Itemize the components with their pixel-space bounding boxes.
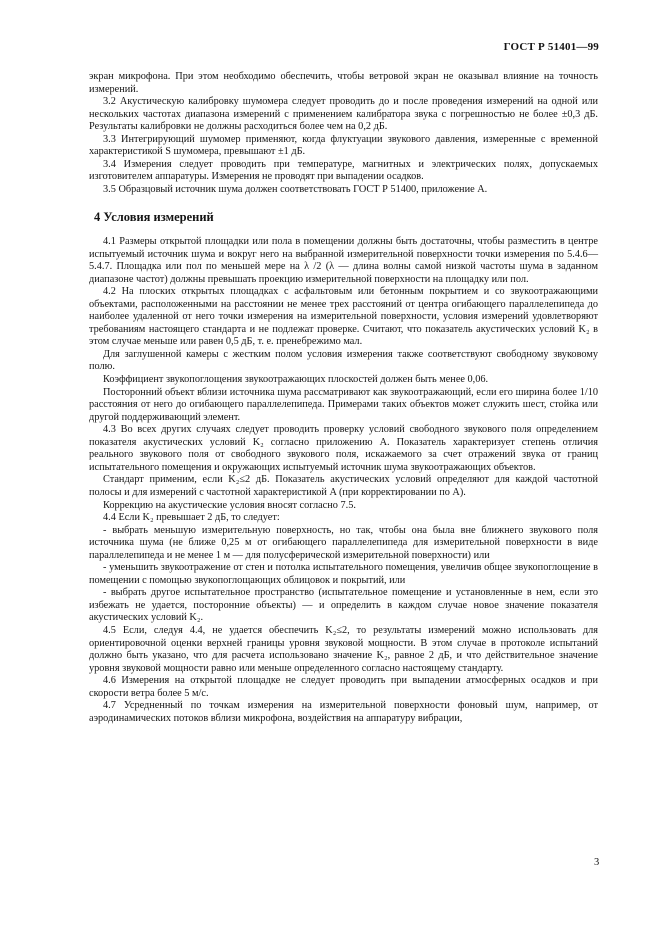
list-item-reduce-reflection: - уменьшить звукоотражение от стен и потолка испытательного помещения, увеличив общее звукопоглощение в помещении с помощью звукопоглощающих облицовок и покрытий, или xyxy=(89,562,598,586)
paragraph-continuation: экран микрофона. При этом необходимо обеспечить, чтобы ветровой экран не оказывал влияние на точность измерений. xyxy=(89,71,598,95)
document-body xyxy=(89,71,598,725)
paragraph-4-7: 4.7 Усредненный по точкам измерения на измерительной поверхности фоновый шум, например, от аэродинамических потоков вблизи микрофона, воздействия на аппаратуру вибрации, xyxy=(89,700,598,724)
paragraph-3-5: 3.5 Образцовый источник шума должен соответствовать ГОСТ Р 51400, приложение А. xyxy=(103,183,488,195)
list-item-other-space: - выбрать другое испытательное пространство (испытательное помещение и установленные в нем, если это избежать не удается, посторонние объекты) — и определить в каждом случае новое значение показателя акустических условий K₂. xyxy=(89,587,598,624)
paragraph-4-1: 4.1 Размеры открытой площадки или пола в помещении должны быть достаточны, чтобы разместить в центре испытуемый источник шума и вокруг него на выбранной измерительной поверхности точки измерения по 5.4.6—5.4.7. Площадка или пол по меньшей мере на λ /2 (λ — длина волны самой низкой частоты шума в заданном диапазоне частот) должны превышать проекцию измерительной поверхности на площадку или пол. xyxy=(89,236,598,285)
paragraph-3-2: 3.2 Акустическую калибровку шумомера следует проводить до и после проведения измерений на одной или нескольких частотах диапазона измерений с применением калибратора звука с погрешностью не более ±0,3 дБ. Результаты калибровки не должны расходиться более чем на 0,2 дБ. xyxy=(89,96,598,133)
section-4-title: 4 Условия измерений xyxy=(94,210,214,225)
paragraph-anechoic-chamber: Для заглушенной камеры с жестким полом условия измерения также соответствуют свободному звуковому полю. xyxy=(89,348,598,373)
paragraph-4-4: 4.4 Если K₂ превышает 2 дБ, то следует: xyxy=(103,512,280,524)
page-header-standard-code: ГОСТ Р 51401—99 xyxy=(503,41,599,53)
paragraph-4-5: 4.5 Если, следуя 4.4, не удается обеспечить K₂≤2, то результаты измерений можно использовать для ориентировочной оценки верхней границы уровня звуковой мощности. В этом случае в протоколе испытаний должно быть указано, что для расчета использовано значение K₂, равное 2 дБ, и что действительное значение уровня звуковой мощности равно или меньше определенного согласно настоящему стандарту. xyxy=(89,624,598,674)
paragraph-correction: Коррекцию на акустические условия вносят согласно 7.5. xyxy=(103,499,356,511)
list-item-smaller-surface: - выбрать меньшую измерительную поверхность, но так, чтобы она была вне ближнего звукового поля источника шума (не ближе 0,25 м от огибающего параллелепипеда для измерительной поверхности в виде параллелепипеда и не менее 1 м — для полусферической измерительной поверхности) или xyxy=(89,524,598,561)
page-number: 3 xyxy=(594,857,600,868)
paragraph-4-3: 4.3 Во всех других случаях следует проводить проверку условий свободного звукового поля определением показателя акустических условий K₂ согласно приложению А. Показатель характеризует степень отличия реального звукового поля от свободного звукового поля, искажаемого за счет отражений звука от границ испытательного помещения и окружающих испытуемый источник шума звукоотражающих объектов. xyxy=(89,424,598,473)
paragraph-standard-applicable: Стандарт применим, если K₂≤2 дБ. Показатель акустических условий определяют для каждой частотной полосы и для измерений с частотной характеристикой A (при корректировании по A). xyxy=(89,474,598,498)
paragraph-3-3: 3.3 Интегрирующий шумомер применяют, когда флуктуации звукового давления, измеренные с временной характеристикой S шумомера, превышают ±1 дБ. xyxy=(89,133,598,158)
paragraph-3-4: 3.4 Измерения следует проводить при температуре, магнитных и электрических полях, допускаемых изготовителем аппаратуры. Измерения не проводят при выпадении осадков. xyxy=(89,158,598,183)
paragraph-absorption-coefficient: Коэффициент звукопоглощения звукоотражающих плоскостей должен быть менее 0,06. xyxy=(103,374,489,386)
paragraph-foreign-object: Посторонний объект вблизи источника шума рассматривают как звукоотражающий, если его ширина более 1/10 расстояния от него до огибающего параллелепипеда. Примерами таких объектов может служить шест, стойка или другой поддерживающий элемент. xyxy=(89,386,598,423)
paragraph-4-2: 4.2 На плоских открытых площадках с асфальтовым или бетонным покрытием и со звукоотражающими объектами, расположенными на расстоянии не менее трех расстояний от центра огибающего параллелепипеда до наиболее удаленной от него точки измерения на измерительной поверхности, условия измерений удовлетворяют требованиям настоящего стандарта и не подлежат проверке. Считают, что показатель акустических условий K₂ в этом случае меньше или равен 0,5 дБ, т. е. пренебрежимо мал. xyxy=(89,286,598,348)
paragraph-4-6: 4.6 Измерения на открытой площадке не следует проводить при выпадении атмосферных осадков и при скорости ветра более 5 м/с. xyxy=(89,675,598,699)
